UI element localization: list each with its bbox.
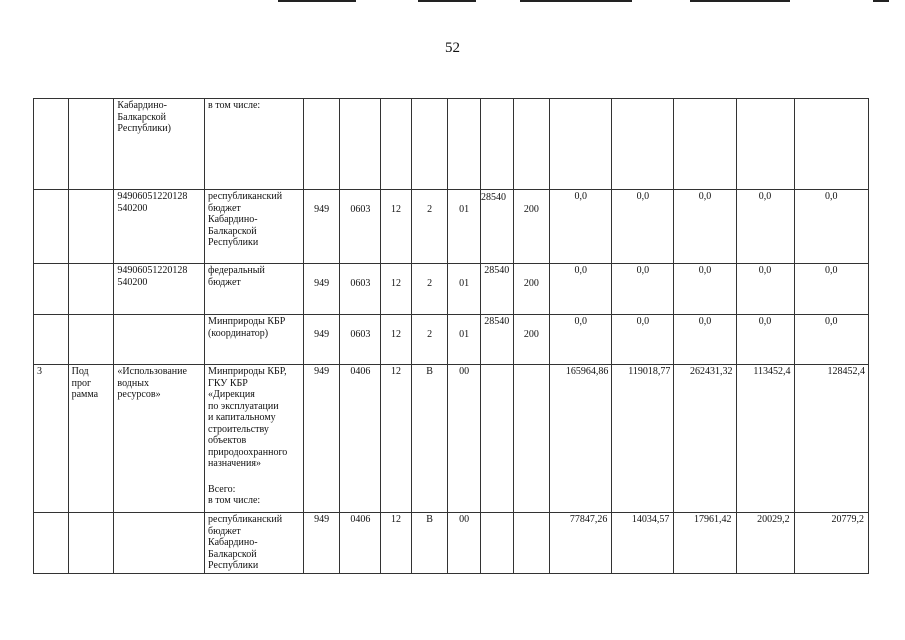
- value-cell: 0,0: [794, 190, 868, 264]
- value-cell: 17961,42: [674, 513, 736, 574]
- value-cell: [674, 99, 736, 190]
- pgp-cell: 2: [411, 264, 448, 315]
- value-cell: 165964,86: [550, 365, 612, 513]
- value-cell: 20779,2: [794, 513, 868, 574]
- row-source: [205, 315, 304, 365]
- value-cell: 0,0: [736, 264, 794, 315]
- row-number: 3: [34, 365, 69, 513]
- vr-cell: [513, 99, 550, 190]
- value-cell: 0,0: [674, 190, 736, 264]
- dir-cell: 28540: [480, 315, 513, 365]
- row-source-text: республиканский бюджет Кабардино- Балкарской Республики: [208, 514, 283, 571]
- value-cell: 14034,57: [612, 513, 674, 574]
- row-type: [68, 190, 114, 264]
- row-name: [114, 99, 205, 190]
- om-cell: 00: [448, 513, 481, 574]
- grbs-cell: 949: [303, 315, 340, 365]
- gp-cell: 12: [381, 190, 412, 264]
- value-cell: [794, 99, 868, 190]
- dir-cell: 28540: [480, 190, 513, 264]
- rzpr-cell: [340, 99, 381, 190]
- dir-cell: [480, 513, 513, 574]
- pgp-cell: В: [411, 365, 448, 513]
- value-cell: 0,0: [550, 190, 612, 264]
- row-name: [114, 315, 205, 365]
- row-source: [205, 99, 304, 190]
- pgp-cell: В: [411, 513, 448, 574]
- value-cell: 0,0: [612, 315, 674, 365]
- value-cell: 0,0: [550, 315, 612, 365]
- row-source-text: в том числе:: [208, 100, 261, 111]
- value-cell: 0,0: [674, 264, 736, 315]
- vr-cell: 200: [513, 315, 550, 365]
- value-cell: [612, 99, 674, 190]
- value-cell: 113452,4: [736, 365, 794, 513]
- row-name-text: 94906051220128 540200: [117, 265, 188, 288]
- grbs-cell: 949: [303, 365, 340, 513]
- row-name-text: «Использование водных ресурсов»: [117, 366, 187, 400]
- budget-table: [33, 98, 869, 574]
- dir-cell: 28540: [480, 264, 513, 315]
- rzpr-cell: 0406: [340, 513, 381, 574]
- pgp-cell: 2: [411, 315, 448, 365]
- grbs-cell: 949: [303, 513, 340, 574]
- row-name-text: 94906051220128 540200: [117, 191, 188, 214]
- rzpr-cell: 0406: [340, 365, 381, 513]
- rzpr-cell: 0603: [340, 190, 381, 264]
- top-rule-1: [278, 0, 356, 2]
- om-cell: 01: [448, 264, 481, 315]
- pgp-cell: 2: [411, 190, 448, 264]
- grbs-cell: [303, 99, 340, 190]
- gp-cell: 12: [381, 513, 412, 574]
- value-cell: 0,0: [550, 264, 612, 315]
- table-row: [34, 365, 869, 513]
- top-rule-5: [873, 0, 889, 2]
- gp-cell: 12: [381, 315, 412, 365]
- row-name: [114, 513, 205, 574]
- vr-cell: [513, 513, 550, 574]
- value-cell: [736, 99, 794, 190]
- row-source-text: федеральный бюджет: [208, 265, 265, 288]
- row-source-text: Минприроды КБР (координатор): [208, 316, 286, 339]
- value-cell: 119018,77: [612, 365, 674, 513]
- om-cell: 00: [448, 365, 481, 513]
- dir-cell: [480, 365, 513, 513]
- value-cell: 0,0: [794, 264, 868, 315]
- rzpr-cell: 0603: [340, 315, 381, 365]
- vr-cell: [513, 365, 550, 513]
- value-cell: 0,0: [736, 190, 794, 264]
- row-name-text: Кабардино- Балкарской Республики): [117, 100, 171, 134]
- row-number: [34, 99, 69, 190]
- row-source-text: Минприроды КБР, ГКУ КБР «Дирекция по эксплуатации и капитальному строительству объектов природоохранного назначения»: [208, 366, 288, 469]
- page-number: 52: [445, 40, 460, 56]
- row-type-text: Под прог рамма: [71, 366, 99, 400]
- row-number: [34, 190, 69, 264]
- row-name: [114, 264, 205, 315]
- gp-cell: [381, 99, 412, 190]
- row-number: [34, 315, 69, 365]
- row-number: [34, 513, 69, 574]
- row-number: [34, 264, 69, 315]
- value-cell: [550, 99, 612, 190]
- value-cell: 262431,32: [674, 365, 736, 513]
- table-row: [34, 264, 869, 315]
- row-name: [114, 190, 205, 264]
- value-cell: 128452,4: [794, 365, 868, 513]
- pgp-cell: [411, 99, 448, 190]
- row-source: [205, 365, 304, 513]
- vr-cell: 200: [513, 264, 550, 315]
- om-cell: [448, 99, 481, 190]
- om-cell: 01: [448, 190, 481, 264]
- top-rule-2: [418, 0, 476, 2]
- gp-cell: 12: [381, 264, 412, 315]
- dir-cell: [480, 99, 513, 190]
- row-type: [68, 315, 114, 365]
- grbs-cell: 949: [303, 264, 340, 315]
- top-rule-3: [520, 0, 632, 2]
- value-cell: 0,0: [674, 315, 736, 365]
- rzpr-cell: 0603: [340, 264, 381, 315]
- row-type: [68, 264, 114, 315]
- row-type: [68, 365, 114, 513]
- row-name: [114, 365, 205, 513]
- table-row: [34, 99, 869, 190]
- row-source: [205, 513, 304, 574]
- top-rule-4: [690, 0, 790, 2]
- value-cell: 0,0: [794, 315, 868, 365]
- row-type: [68, 513, 114, 574]
- table-row: [34, 315, 869, 365]
- value-cell: 0,0: [612, 264, 674, 315]
- grbs-cell: 949: [303, 190, 340, 264]
- vr-cell: 200: [513, 190, 550, 264]
- value-cell: 0,0: [612, 190, 674, 264]
- row-source: [205, 264, 304, 315]
- table-row: [34, 513, 869, 574]
- row-source: [205, 190, 304, 264]
- om-cell: 01: [448, 315, 481, 365]
- row-type: [68, 99, 114, 190]
- value-cell: 77847,26: [550, 513, 612, 574]
- table-row: [34, 190, 869, 264]
- row-source-text: республиканский бюджет Кабардино- Балкарской Республики: [208, 191, 283, 248]
- value-cell: 20029,2: [736, 513, 794, 574]
- row-source-total: Всего: в том числе:: [208, 483, 261, 506]
- value-cell: 0,0: [736, 315, 794, 365]
- gp-cell: 12: [381, 365, 412, 513]
